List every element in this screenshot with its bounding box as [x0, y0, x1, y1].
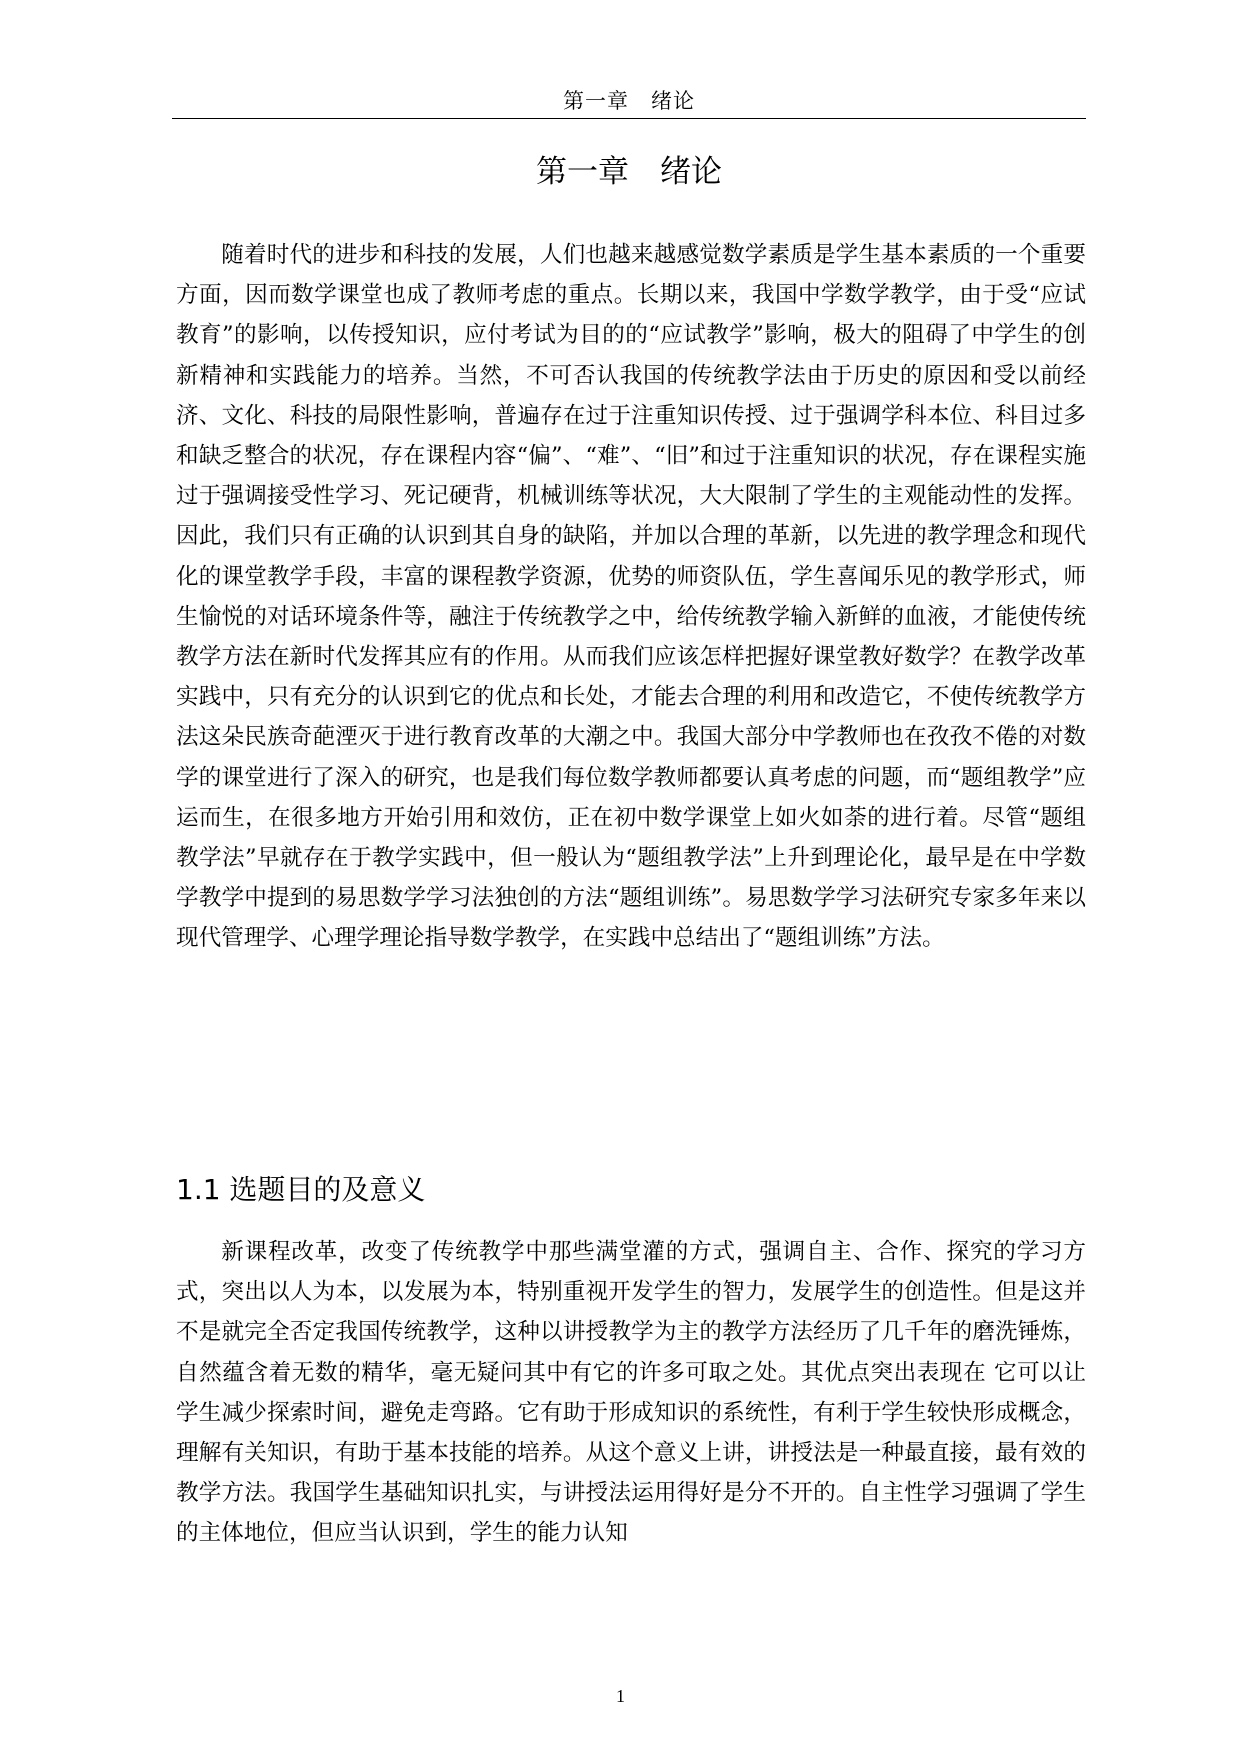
page-number: 1	[616, 1686, 625, 1706]
running-header: 第一章 绪论	[563, 89, 695, 113]
chapter-title: 第一章 绪论	[536, 154, 722, 190]
section-paragraph: 新课程改革，改变了传统教学中那些满堂灌的方式，强调自主、合作、探究的学习方式，突出以人为本，以发展为本，特别重视开发学生的智力，发展学生的创造性。但是这并不是就完全否定我国传统教学，这种以讲授教学为主的教学方法经历了几千年的磨洗锤炼，自然蕴含着无数的精华，毫无疑问其中有它的许多可取之处。其优点突出表现在 它可以让学生减少探索时间，避免走弯路。它有助于形成知识的系统性，有利于学生较快形成概念，理解有关知识，有助于基本技能的培养。从这个意义上讲，讲授法是一种最直接，最有效的教学方法。我国学生基础知识扎实，与讲授法运用得好是分不开的。自主性学习强调了学生的主体地位，但应当认识到，学生的能力认知	[176, 1239, 1086, 1547]
header-divider	[172, 118, 1086, 119]
section-heading: 1.1 选题目的及意义	[176, 1173, 426, 1206]
intro-paragraph: 随着时代的进步和科技的发展，人们也越来越感觉数学素质是学生基本素质的一个重要方面，因而数学课堂也成了教师考虑的重点。长期以来，我国中学数学教学，由于受“应试教育”的影响，以传授知识，应付考试为目的的“应试教学”影响，极大的阻碍了中学生的创新精神和实践能力的培养。当然，不可否认我国的传统教学法由于历史的原因和受以前经济、文化、科技的局限性影响，普遍存在过于注重知识传授、过于强调学科本位、科目过多和缺乏整合的状况，存在课程内容“偏”、“难”、“旧”和过于注重知识的状况，存在课程实施过于强调接受性学习、死记硬背，机械训练等状况，大大限制了学生的主观能动性的发挥。因此，我们只有正确的认识到其自身的缺陷，并加以合理的革新，以先进的教学理念和现代化的课堂教学手段，丰富的课程教学资源，优势的师资队伍，学生喜闻乐见的教学形式，师生愉悦的对话环境条件等，融注于传统教学之中，给传统教学输入新鲜的血液，才能使传统教学方法在新时代发挥其应有的作用。从而我们应该怎样把握好课堂教好数学？在教学改革实践中，只有充分的认识到它的优点和长处，才能去合理的利用和改造它，不使传统教学方法这朵民族奇葩湮灭于进行教育改革的大潮之中。我国大部分中学教师也在孜孜不倦的对数学的课堂进行了深入的研究，也是我们每位数学教师都要认真考虑的问题，而“题组教学”应运而生，在很多地方开始引用和效仿，正在初中数学课堂上如火如荼的进行着。尽管“题组教学法”早就存在于教学实践中，但一般认为“题组教学法”上升到理论化，最早是在中学数学教学中提到的易思数学学习法独创的方法“题组训练”。易思数学学习法研究专家多年来以现代管理学、心理学理论指导数学教学，在实践中总结出了“题组训练”方法。	[176, 242, 1086, 952]
